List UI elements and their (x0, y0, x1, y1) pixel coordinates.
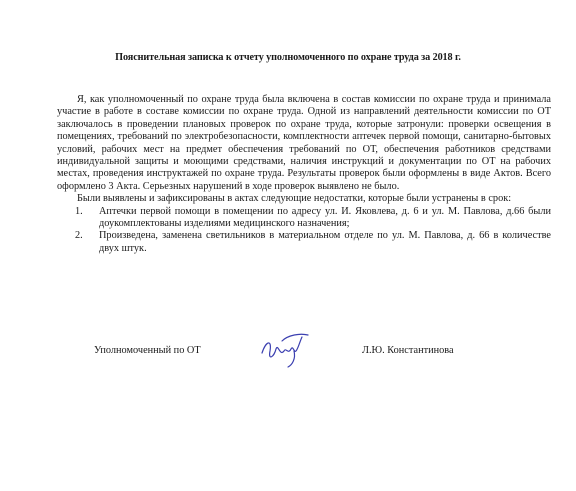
list-item-text: Произведена, заменена светильников в материальном отделе по ул. М. Павлова, д. 66 в количестве двух штук. (99, 230, 551, 254)
list-item (75, 206, 551, 231)
signature-block (0, 345, 576, 375)
paragraph-intro: Я, как уполномоченный по охране труда была включена в состав комиссии по охране труда и принимала участие в работе в составе комиссии по охране труда. Одной из направлений деятельности комиссии по ОТ заключалось в проведении плановых проверок по охране труда, которые затронули: проверки освещения в помещениях, требований по электробезопасности, комплектности аптечек первой помощи, санитарно-бытовых условий, рабочих мест на предмет обеспечения требований по ОТ, обеспечения работников средствами индивидуальной защиты и моющими средствами, наличия инструкций и документации по ОТ на рабочих местах, проведения инструктажей по охране труда. Результаты проверок были оформлены в виде Актов. Всего оформлено 3 Акта. Серьезных нарушений в ходе проверок выявлено не было. (57, 94, 551, 192)
list-item-number: 1. (75, 205, 83, 217)
list-item (75, 230, 551, 255)
findings-list (57, 206, 551, 256)
signatory-name: Л.Ю. Константинова (362, 345, 454, 356)
document-body (57, 94, 551, 255)
list-item-number: 2. (75, 230, 83, 242)
handwritten-signature (258, 331, 314, 371)
paragraph-findings: Были выявлены и зафиксированы в актах следующие недостатки, которые были устранены в срок: (77, 193, 512, 205)
signature-label: Уполномоченный по ОТ (94, 345, 201, 356)
list-item-text: Аптечки первой помощи в помещении по адресу ул. И. Яковлева, д. 6 и ул. М. Павлова, д.66 были доукомплектованы изделиями медицинского назначения; (99, 205, 551, 230)
document-title: Пояснительная записка к отчету уполномоченного по охране труда за 2018 г. (115, 52, 461, 63)
